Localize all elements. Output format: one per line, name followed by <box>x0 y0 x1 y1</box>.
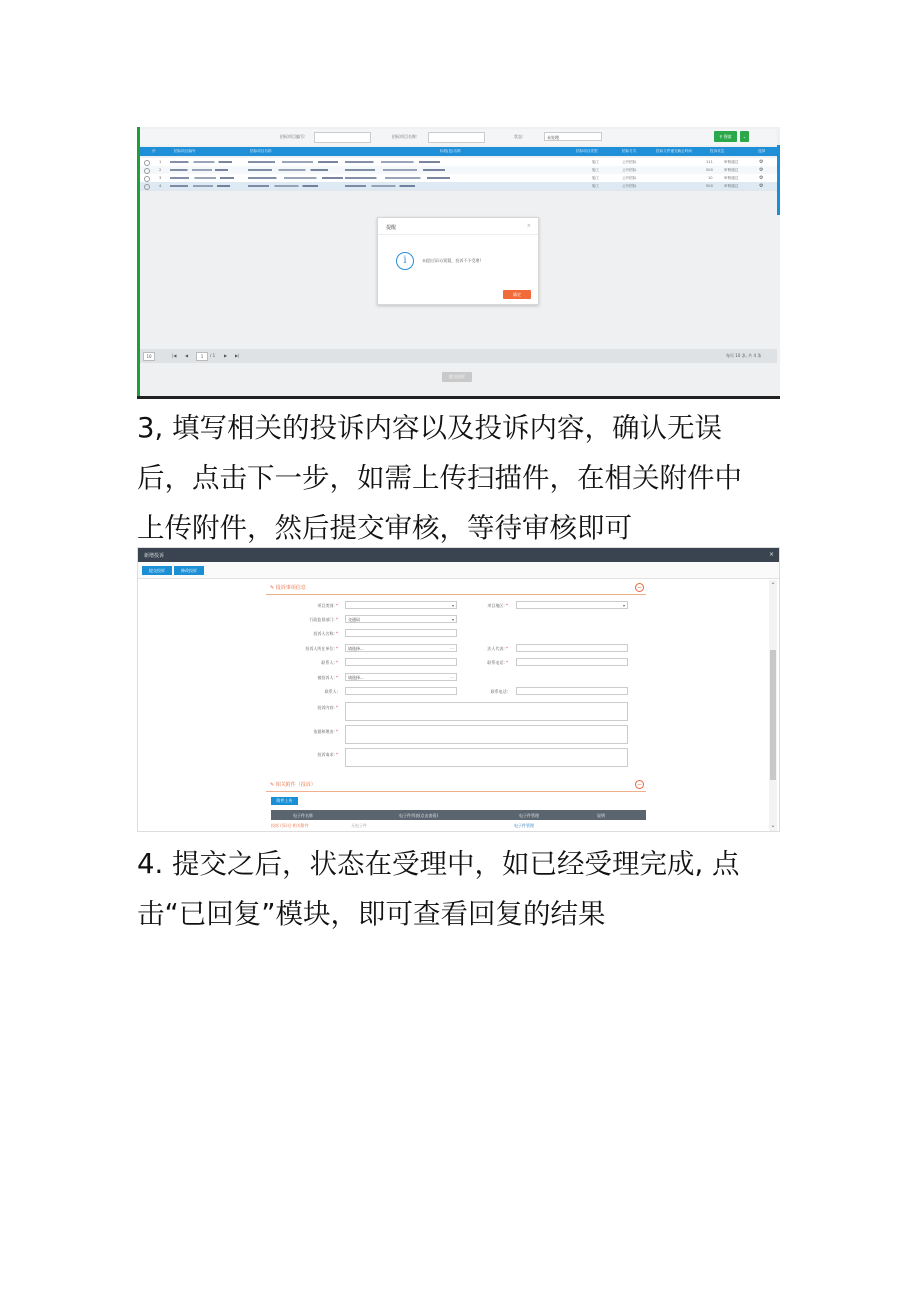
chevron-down-icon: ⌄ <box>742 134 747 139</box>
action-bar <box>138 562 779 579</box>
col-attachment-list: 电子件列表(点击查看) <box>399 813 439 818</box>
first-page-icon[interactable]: |◀ <box>172 353 177 358</box>
row-type: 施工 <box>592 160 600 164</box>
more-icon: ⋯ <box>450 646 454 651</box>
select-value: 交通局 <box>348 617 360 622</box>
picker-value: 请选择... <box>348 675 364 680</box>
project-code-input[interactable] <box>314 132 371 143</box>
respondent-label: 被投诉人: * <box>317 675 338 680</box>
step4-line-2: 击“已回复”模块，即可查看回复的结果 <box>137 898 606 930</box>
status-label: 状态: <box>514 134 524 139</box>
contact2-input[interactable] <box>345 687 457 695</box>
chevron-down-icon: ▾ <box>451 617 454 622</box>
search-icon: ⚲ <box>719 134 723 139</box>
chevron-down-icon: ▾ <box>622 603 625 608</box>
gear-icon[interactable]: ⚙ <box>759 167 764 173</box>
row-amount: 111 <box>706 160 713 164</box>
gear-icon[interactable]: ⚙ <box>759 175 764 181</box>
admin-department-select[interactable] <box>345 615 457 623</box>
row-method: 公开招标 <box>622 168 637 172</box>
row-amount: 500 <box>706 168 713 172</box>
dialog-title: 提醒 <box>386 225 397 231</box>
row-method: 公开招标 <box>622 160 637 164</box>
gear-icon[interactable]: ⚙ <box>759 183 764 189</box>
redacted-name <box>248 185 318 187</box>
section-title: ✎ 投诉事项信息 <box>270 585 306 591</box>
label-text: 法人代表: <box>487 646 505 651</box>
info-icon: i <box>396 252 414 270</box>
step3-line-3: 上传附件，然后提交审核，等待审核即可 <box>137 512 632 544</box>
search-button-label: 搜索 <box>723 134 732 139</box>
label-text: 投诉内容: <box>317 705 335 710</box>
reminder-dialog <box>377 217 539 305</box>
complainant-name-input[interactable] <box>345 629 457 637</box>
col-status[interactable]: 投诉状态 <box>710 149 725 153</box>
contact-phone-input[interactable] <box>516 658 628 666</box>
contact-phone2-label: 联系电话: <box>490 689 508 694</box>
complainant-unit-label: 投诉人所在单位: * <box>305 646 338 651</box>
search-button[interactable] <box>714 131 737 142</box>
ok-button[interactable]: 确定 <box>503 290 531 299</box>
complaint-content-textarea[interactable] <box>345 702 628 721</box>
pager-summary: 每页 10 条, 共 4 条 <box>726 353 762 358</box>
contact-input[interactable] <box>345 658 457 666</box>
search-toolbar <box>140 129 777 145</box>
row-type: 施工 <box>592 168 600 172</box>
table-row <box>271 821 646 831</box>
next-page-icon[interactable]: ▶ <box>224 353 228 358</box>
screenshot-complaint-list <box>137 127 780 399</box>
last-page-icon[interactable]: ▶| <box>235 353 240 358</box>
row-status: 审核通过 <box>724 184 739 188</box>
project-category-select[interactable] <box>345 601 457 609</box>
fact-basis-label: 依据和理由: * <box>313 729 338 734</box>
label-text: 投诉人名称: <box>313 631 335 636</box>
project-location-label: 项目地区: * <box>487 603 508 608</box>
row-type: 施工 <box>592 184 600 188</box>
redacted-section <box>345 169 445 171</box>
step3-line-1: 3, 填写相关的投诉内容以及投诉内容，确认无误 <box>137 412 722 444</box>
instruction-step-3 <box>137 403 797 553</box>
status-select[interactable]: 未处理 <box>544 132 602 141</box>
legal-rep-input[interactable] <box>516 644 628 652</box>
step3-line-2: 后，点击下一步，如需上传扫描件，在相关附件中 <box>137 462 742 494</box>
row-index: 2 <box>159 168 162 172</box>
col-project-name[interactable]: 招标项目名称 <box>250 149 272 153</box>
vertical-scrollbar[interactable] <box>769 580 777 831</box>
row-index: 4 <box>159 184 162 188</box>
col-index: 序 <box>152 149 156 153</box>
table-row[interactable] <box>140 182 777 191</box>
project-code-label: 招标项目编号: <box>280 134 306 139</box>
row-index: 3 <box>159 176 162 180</box>
collapse-icon[interactable]: − <box>636 781 643 788</box>
col-attachment-note: 说明 <box>597 813 605 818</box>
contact-phone2-input[interactable] <box>516 687 628 695</box>
redacted-name <box>248 169 328 171</box>
close-icon[interactable]: × <box>526 223 531 229</box>
section-complaint-info <box>266 582 646 595</box>
dialog-message: 未提出异议/质疑，投诉不予受理! <box>422 258 481 263</box>
col-section-name[interactable]: 标段(包)名称 <box>440 149 461 153</box>
scroll-thumb[interactable] <box>770 650 776 780</box>
redacted-section <box>345 161 440 163</box>
section-title: ✎ 相关附件（投诉） <box>270 782 316 788</box>
redacted-code <box>170 177 234 179</box>
scroll-up-icon[interactable]: ⌃ <box>770 582 776 589</box>
row-radio[interactable] <box>144 184 150 190</box>
modify-complaint-tab[interactable]: 修改投诉 <box>174 566 204 575</box>
label-text: 行政监督部门: <box>309 617 335 622</box>
label-text: 项目类别: <box>317 603 335 608</box>
prev-page-icon[interactable]: ◀ <box>185 353 189 358</box>
label-text: 投诉人所在单位: <box>305 646 335 651</box>
complaint-content-label: 投诉内容: * <box>317 705 338 710</box>
project-location-select[interactable] <box>516 601 628 609</box>
section-title-text: 相关附件（投诉） <box>275 782 316 788</box>
attachment-table-header <box>271 810 646 820</box>
screenshot-new-complaint-form <box>137 547 780 832</box>
col-attachment-name: 电子件名称 <box>293 813 313 818</box>
row-amount: 500 <box>706 184 713 188</box>
project-name-input[interactable] <box>428 132 485 143</box>
total-pages: / 1 <box>210 353 216 358</box>
pagination-bar <box>140 349 777 363</box>
attachment-status: 无电子件 <box>351 823 367 828</box>
more-icon: ⋯ <box>450 675 454 680</box>
redacted-code <box>170 161 232 163</box>
redacted-name <box>248 161 338 163</box>
page-size-select[interactable]: 10 <box>143 352 155 361</box>
instruction-step-4 <box>137 839 797 939</box>
col-attachment-manage: 电子件管理 <box>519 813 539 818</box>
label-text: 依据和理由: <box>313 729 335 734</box>
step4-line-1: 4. 提交之后，状态在受理中，如已经受理完成, 点 <box>137 848 740 880</box>
request-textarea[interactable] <box>345 748 628 767</box>
complainant-unit-picker[interactable] <box>345 644 457 652</box>
redacted-code <box>170 185 230 187</box>
row-status: 审核通过 <box>724 168 739 172</box>
table-header <box>140 147 777 156</box>
redacted-section <box>345 185 415 187</box>
dialog-divider <box>378 234 538 235</box>
legal-rep-label: 法人代表: * <box>487 646 508 651</box>
col-method[interactable]: 招标方式 <box>622 149 637 153</box>
complainant-name-label: 投诉人名称: * <box>313 631 338 636</box>
redacted-code <box>170 169 228 171</box>
contact-label: 联系人: * <box>321 660 338 665</box>
page-number-input[interactable]: 1 <box>196 352 208 361</box>
close-icon[interactable]: × <box>768 551 774 558</box>
row-method: 公开招标 <box>622 184 637 188</box>
row-status: 审核通过 <box>724 160 739 164</box>
redacted-section <box>345 177 450 179</box>
contact-phone-label: 联系电话: * <box>487 660 508 665</box>
section-title-text: 投诉事项信息 <box>275 585 306 591</box>
admin-department-label: 行政监督部门: * <box>309 617 338 622</box>
window-title: 新增投诉 <box>144 553 165 559</box>
chevron-down-icon: ▾ <box>451 603 454 608</box>
upload-attachment-button[interactable]: 附件上传 <box>271 797 298 805</box>
label-text: 项目地区: <box>487 603 505 608</box>
project-name-label: 招标项目名称: <box>392 134 418 139</box>
label-text: 投诉请求: <box>317 752 335 757</box>
submit-complaint-tab[interactable]: 提交投诉 <box>142 566 172 575</box>
row-type: 施工 <box>592 176 600 180</box>
col-select: 选择 <box>758 149 766 153</box>
fact-basis-textarea[interactable] <box>345 725 628 744</box>
submit-complaint-button[interactable]: 提交投诉 <box>442 372 472 382</box>
row-method: 公开招标 <box>622 176 637 180</box>
label-text: 联系电话: <box>487 660 505 665</box>
request-label: 投诉请求: * <box>317 752 338 757</box>
attachment-manage-link[interactable]: 电子件管理 <box>514 823 534 828</box>
collapse-icon[interactable]: − <box>636 584 643 591</box>
window-titlebar <box>138 548 779 562</box>
col-project-code[interactable]: 招标项目编号 <box>174 149 196 153</box>
col-project-type[interactable]: 招标项目类型 <box>576 149 598 153</box>
row-amount: 10 <box>708 176 713 180</box>
more-button[interactable] <box>740 131 749 142</box>
row-index: 1 <box>159 160 162 164</box>
contact2-label: 联系人: <box>324 689 338 694</box>
gear-icon[interactable]: ⚙ <box>759 159 764 165</box>
respondent-picker[interactable] <box>345 673 457 681</box>
section-attachments <box>266 779 646 792</box>
row-status: 审核通过 <box>724 176 739 180</box>
attachment-name: 投诉 (异议) 相关附件 <box>271 823 309 828</box>
project-category-label: 项目类别: * <box>317 603 338 608</box>
label-text: 被投诉人: <box>317 675 335 680</box>
redacted-name <box>248 177 343 179</box>
right-accent-bar <box>777 145 780 215</box>
picker-value: 请选择... <box>348 646 364 651</box>
col-deadline[interactable]: 投标文件递交截止时间 <box>656 149 692 153</box>
label-text: 联系人: <box>321 660 335 665</box>
scroll-down-icon[interactable]: ⌄ <box>770 822 776 829</box>
